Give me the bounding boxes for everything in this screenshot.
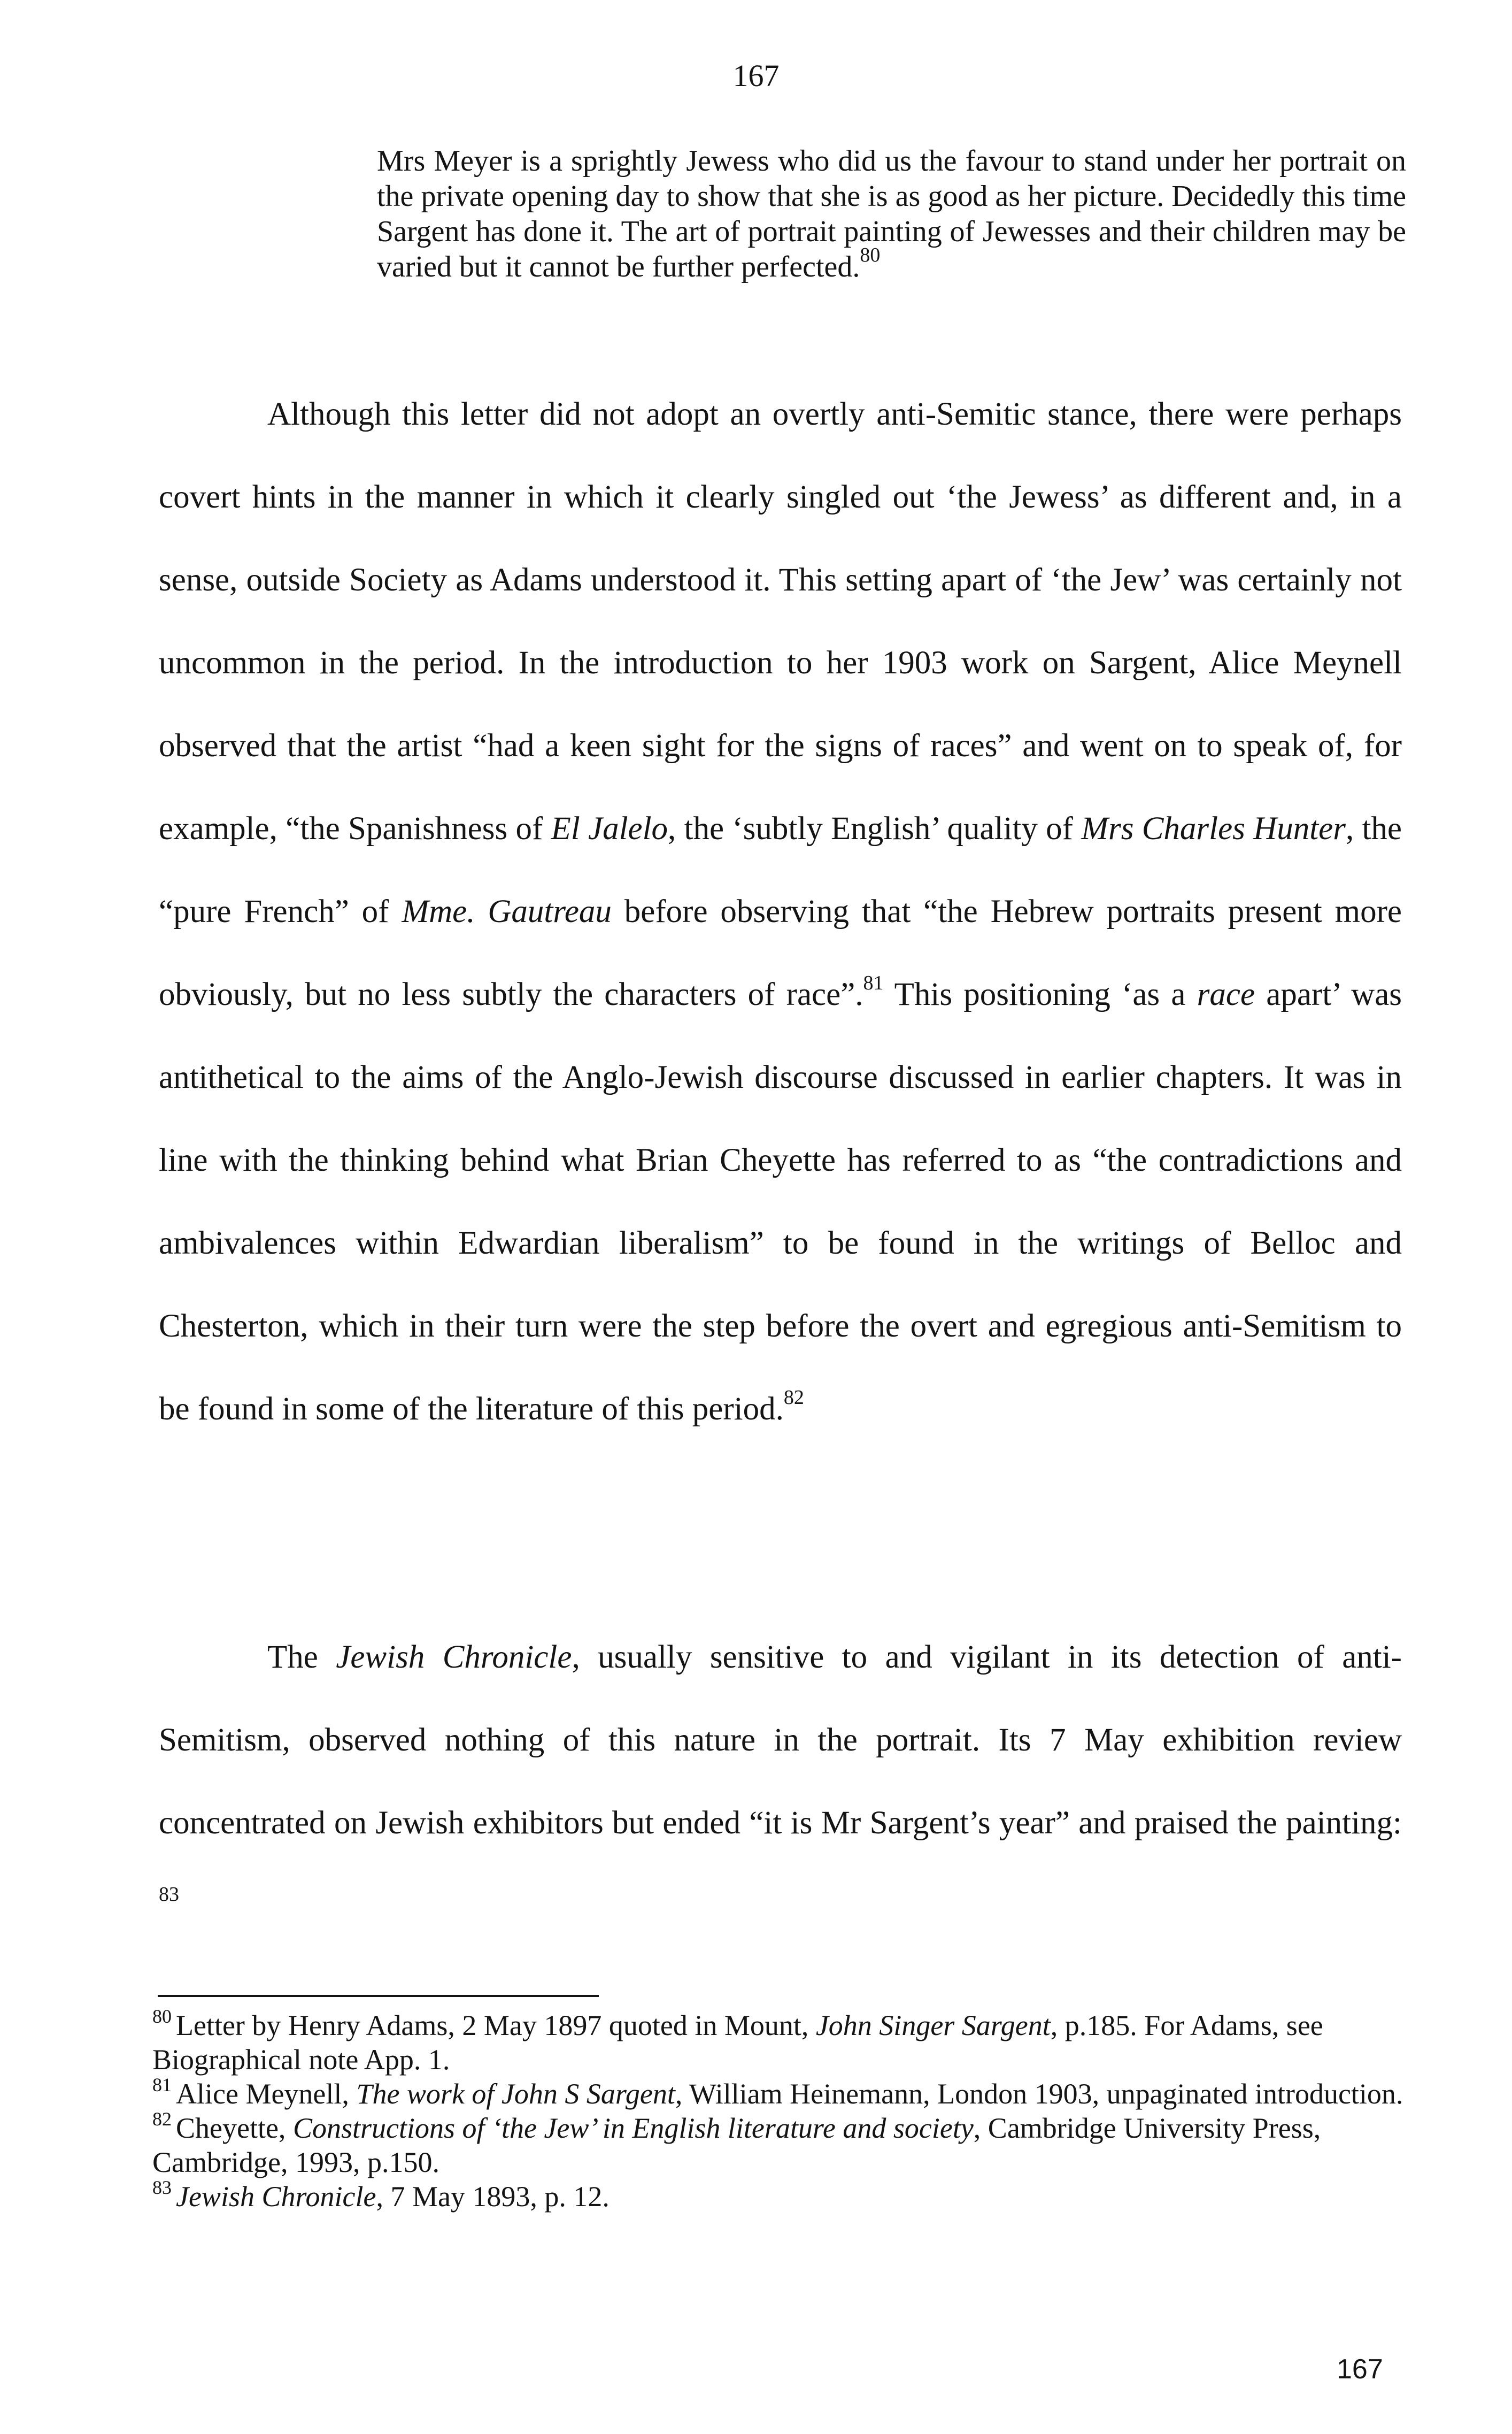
paragraph-text [159, 373, 1402, 1450]
footnote-number: 80 [152, 2006, 172, 2027]
body-paragraph-1 [159, 373, 1402, 1450]
footnote-text: Letter by Henry Adams, 2 May 1897 quoted in Mount, [176, 2009, 816, 2041]
text-run: Although this letter did not adopt an overtly anti-Semitic stance, there were perhaps covert hints in the manner in which it clearly singled out ‘the Jewess’ as different and, in a sense, outside Society as Adams understood it. This setting apart of ‘the Jew’ was certainly not uncommon in the period. In the introduction to her 1903 work on Sargent, Alice Meynell observed that the artist “had a keen sight for the signs of races” and went on to speak of, for example, “the Spanishness of [159, 396, 1402, 847]
footnote-italic: The work of John S Sargent [356, 2078, 675, 2110]
paragraph-text [159, 1616, 1402, 1947]
text-run: , usually sensitive to and vigilant in its detection of anti-Semitism, observed nothing of this nature in the portrait. Its 7 May exhibition review concentrated on Jewish exhibitors but ended “it is Mr Sargent’s year” and praised the painting: [159, 1639, 1402, 1841]
italic-title: Jewish Chronicle [336, 1639, 572, 1675]
italic-title: El Jalelo [551, 811, 668, 847]
italic-title: Mme. Gautreau [402, 894, 612, 930]
footnote-italic: Constructions of ‘the Jew’ in English literature and society [292, 2112, 974, 2144]
footnote-text: , William Heinemann, London 1903, unpaginated introduction. [675, 2078, 1403, 2110]
footnote-text: , 7 May 1893, p. 12. [376, 2180, 610, 2213]
block-quote-text: Mrs Meyer is a sprightly Jewess who did us the favour to stand under her portrait on the private opening day to show that she is as good as her picture. Decidedly this time Sargent has done it. The art of portrait painting of Jewesses and their children may be varied but it cannot be further perfected. [377, 144, 1406, 283]
text-run: apart’ was antithetical to the aims of the Anglo-Jewish discourse discussed in earlier chapters. It was in line with the thinking behind what Brian Cheyette has referred to as “the contradictions and ambivalences within Edwardian liberalism” to be found in the writings of Belloc and Chesterton, which in their turn were the step before the overt and egregious anti-Semitism to be found in some of the literature of this period. [159, 977, 1402, 1427]
footnote-number: 83 [152, 2177, 172, 2198]
block-quote [377, 143, 1406, 285]
footnote-number: 82 [152, 2108, 172, 2130]
footnote-italic: Jewish Chronicle [176, 2180, 376, 2213]
footnote-80 [152, 2008, 1406, 2077]
page-number-bottom: 167 [1337, 2354, 1383, 2385]
text-run: , the ‘subtly English’ quality of [668, 811, 1082, 847]
text-run: , the “pure French” of [159, 811, 1402, 930]
text-run: The [267, 1639, 336, 1675]
footnote-text: , p.185. For Adams, see Biographical note App. 1. [152, 2009, 1323, 2076]
footnote-ref-80: 80 [860, 244, 881, 267]
footnote-text: Alice Meynell, [176, 2078, 357, 2110]
footnote-82 [152, 2108, 1406, 2179]
footnote-italic: John Singer Sargent [815, 2009, 1051, 2041]
footnote-81 [152, 2074, 1406, 2111]
footnote-83 [152, 2179, 1406, 2214]
footnote-number: 81 [152, 2074, 172, 2095]
footnotes [152, 2008, 1406, 2214]
footnote-ref-81: 81 [863, 971, 884, 994]
page-number-top: 167 [732, 58, 780, 93]
footnote-text: Cheyette, [176, 2112, 293, 2144]
italic-title: Mrs Charles Hunter [1081, 811, 1346, 847]
footnote-ref-82: 82 [783, 1386, 804, 1409]
footnote-separator [158, 1995, 599, 1997]
text-run: before observing that “the Hebrew portraits present more obviously, but no less subtly the characters of race”. [159, 894, 1402, 1012]
italic-word: race [1197, 977, 1255, 1012]
text-run: This positioning ‘as a [883, 977, 1197, 1012]
footnote-ref-83: 83 [159, 1883, 179, 1906]
footnote-text: , Cambridge University Press, Cambridge, 1993, p.150. [152, 2112, 1321, 2178]
body-paragraph-2 [159, 1616, 1402, 1947]
